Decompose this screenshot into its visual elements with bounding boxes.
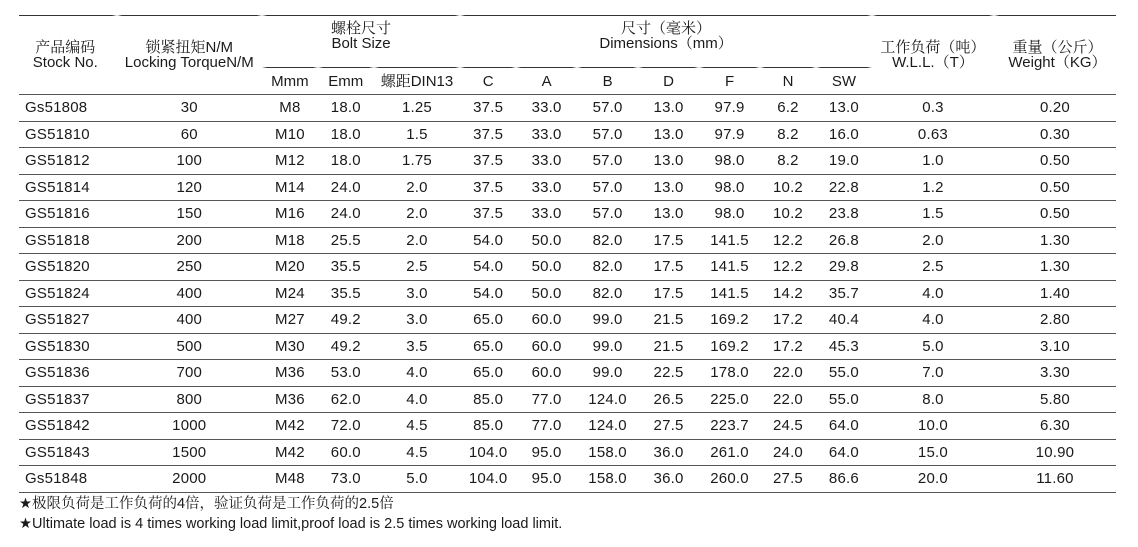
table-row xyxy=(19,253,1116,280)
weight-header xyxy=(994,15,1116,94)
bolt-e-cell: 18.0 xyxy=(318,94,374,121)
dim-d-cell: 13.0 xyxy=(638,174,699,201)
wll-cell: 1.5 xyxy=(872,200,994,227)
bolt-size-header xyxy=(262,15,460,67)
dim-a-cell: 33.0 xyxy=(516,147,577,174)
wll-cell: 4.0 xyxy=(872,280,994,307)
locking-torque-cell: 1500 xyxy=(117,439,262,466)
dim-sw-cell: 22.8 xyxy=(816,174,872,201)
locking-torque-cell: 400 xyxy=(117,280,262,307)
dim-f-cell: 141.5 xyxy=(699,227,760,254)
dim-n-cell: 12.2 xyxy=(760,253,816,280)
bolt-m-cell: M14 xyxy=(262,174,318,201)
table-row xyxy=(19,359,1116,386)
dim-f-cell: 260.0 xyxy=(699,465,760,493)
bolt-e-cell: 25.5 xyxy=(318,227,374,254)
dim-b-cell: 124.0 xyxy=(577,412,638,439)
dim-d-cell: 27.5 xyxy=(638,412,699,439)
dim-sw-cell: 55.0 xyxy=(816,386,872,413)
weight-cell: 6.30 xyxy=(994,412,1116,439)
bolt-m-cell: M16 xyxy=(262,200,318,227)
pitch-cell: 2.0 xyxy=(374,227,460,254)
bolt-e-cell: 62.0 xyxy=(318,386,374,413)
dim-a-cell: 95.0 xyxy=(516,439,577,466)
locking-torque-cell: 250 xyxy=(117,253,262,280)
dim-n-cell: 24.5 xyxy=(760,412,816,439)
bolt-m-cell: M48 xyxy=(262,465,318,493)
bolt-e-cell: 53.0 xyxy=(318,359,374,386)
dim-a-cell: 60.0 xyxy=(516,359,577,386)
dim-d-cell: 17.5 xyxy=(638,227,699,254)
dim-a-cell: 33.0 xyxy=(516,94,577,121)
pitch-cell: 1.75 xyxy=(374,147,460,174)
dim-f-cell: 98.0 xyxy=(699,147,760,174)
pitch-cell: 2.5 xyxy=(374,253,460,280)
weight-cell: 0.20 xyxy=(994,94,1116,121)
sub-header-sw: SW xyxy=(816,67,872,94)
footnote-cn: ★极限负荷是工作负荷的4倍，验证负荷是工作负荷的2.5倍 xyxy=(19,496,394,512)
locking-torque-cell: 150 xyxy=(117,200,262,227)
bolt-m-cell: M20 xyxy=(262,253,318,280)
bolt-m-cell: M10 xyxy=(262,121,318,148)
dim-b-cell: 99.0 xyxy=(577,359,638,386)
pitch-cell: 4.5 xyxy=(374,439,460,466)
pitch-cell: 2.0 xyxy=(374,200,460,227)
dim-sw-cell: 26.8 xyxy=(816,227,872,254)
dim-c-cell: 104.0 xyxy=(460,465,516,493)
dim-d-cell: 13.0 xyxy=(638,94,699,121)
bolt-m-cell: M18 xyxy=(262,227,318,254)
bolt-size-header-cn: 螺栓尺寸 xyxy=(331,20,392,37)
dim-c-cell: 54.0 xyxy=(460,280,516,307)
wll-cell: 5.0 xyxy=(872,333,994,360)
dim-c-cell: 65.0 xyxy=(460,333,516,360)
bolt-e-cell: 24.0 xyxy=(318,174,374,201)
spec-table xyxy=(19,15,1116,493)
footnote-en: ★Ultimate load is 4 times working load limit,proof load is 2.5 times working load limit. xyxy=(19,516,563,532)
dim-f-cell: 223.7 xyxy=(699,412,760,439)
dim-a-cell: 60.0 xyxy=(516,333,577,360)
locking-torque-cell: 100 xyxy=(117,147,262,174)
bolt-m-cell: M36 xyxy=(262,386,318,413)
table-row xyxy=(19,465,1116,493)
stock-no-cell: GS51842 xyxy=(19,412,117,439)
table-row xyxy=(19,200,1116,227)
dim-n-cell: 6.2 xyxy=(760,94,816,121)
stock-no-header-cn: 产品编码 xyxy=(35,39,96,56)
sub-header-c: C xyxy=(460,67,516,94)
locking-torque-cell: 800 xyxy=(117,386,262,413)
dim-b-cell: 158.0 xyxy=(577,439,638,466)
dim-sw-cell: 13.0 xyxy=(816,94,872,121)
dim-d-cell: 22.5 xyxy=(638,359,699,386)
footnotes xyxy=(19,494,562,534)
dim-f-cell: 169.2 xyxy=(699,306,760,333)
dim-sw-cell: 55.0 xyxy=(816,359,872,386)
pitch-cell: 1.5 xyxy=(374,121,460,148)
table-header xyxy=(19,15,1116,94)
dim-c-cell: 37.5 xyxy=(460,200,516,227)
stock-no-cell: GS51818 xyxy=(19,227,117,254)
sub-header-pitch: 螺距DIN13 xyxy=(374,67,460,94)
dim-b-cell: 57.0 xyxy=(577,200,638,227)
dim-b-cell: 82.0 xyxy=(577,253,638,280)
dim-d-cell: 36.0 xyxy=(638,439,699,466)
dim-f-cell: 98.0 xyxy=(699,174,760,201)
bolt-e-cell: 24.0 xyxy=(318,200,374,227)
bolt-m-cell: M42 xyxy=(262,439,318,466)
weight-cell: 3.30 xyxy=(994,359,1116,386)
dimensions-header-cn: 尺寸（毫米） xyxy=(621,20,712,37)
weight-cell: 5.80 xyxy=(994,386,1116,413)
stock-no-cell: GS51816 xyxy=(19,200,117,227)
weight-cell: 1.40 xyxy=(994,280,1116,307)
dim-c-cell: 37.5 xyxy=(460,174,516,201)
dim-b-cell: 57.0 xyxy=(577,174,638,201)
sub-header-d: D xyxy=(638,67,699,94)
weight-cell: 0.50 xyxy=(994,174,1116,201)
locking-torque-cell: 120 xyxy=(117,174,262,201)
bolt-size-header-en: Bolt Size xyxy=(331,35,391,52)
sub-header-n: N xyxy=(760,67,816,94)
dim-f-cell: 97.9 xyxy=(699,94,760,121)
weight-cell: 0.50 xyxy=(994,200,1116,227)
dimensions-header-en: Dimensions（mm） xyxy=(599,35,733,52)
dim-sw-cell: 45.3 xyxy=(816,333,872,360)
table-body xyxy=(19,94,1116,493)
locking-torque-cell: 700 xyxy=(117,359,262,386)
weight-cell: 3.10 xyxy=(994,333,1116,360)
dim-f-cell: 97.9 xyxy=(699,121,760,148)
torque-header-cn: 锁紧扭矩N/M xyxy=(145,39,233,56)
pitch-cell: 4.0 xyxy=(374,359,460,386)
sub-header-emm: Emm xyxy=(318,67,374,94)
stock-no-cell: GS51843 xyxy=(19,439,117,466)
table-row xyxy=(19,121,1116,148)
dim-d-cell: 21.5 xyxy=(638,333,699,360)
dim-a-cell: 77.0 xyxy=(516,412,577,439)
dim-sw-cell: 64.0 xyxy=(816,412,872,439)
table-row xyxy=(19,333,1116,360)
dim-f-cell: 225.0 xyxy=(699,386,760,413)
stock-no-cell: GS51810 xyxy=(19,121,117,148)
stock-no-header xyxy=(19,15,117,94)
dim-a-cell: 50.0 xyxy=(516,227,577,254)
dim-n-cell: 22.0 xyxy=(760,386,816,413)
weight-cell: 0.50 xyxy=(994,147,1116,174)
dim-b-cell: 99.0 xyxy=(577,306,638,333)
dim-d-cell: 13.0 xyxy=(638,147,699,174)
pitch-cell: 4.0 xyxy=(374,386,460,413)
dim-a-cell: 33.0 xyxy=(516,121,577,148)
bolt-e-cell: 18.0 xyxy=(318,147,374,174)
table-row xyxy=(19,280,1116,307)
weight-cell: 0.30 xyxy=(994,121,1116,148)
wll-cell: 2.5 xyxy=(872,253,994,280)
bolt-m-cell: M36 xyxy=(262,359,318,386)
weight-cell: 2.80 xyxy=(994,306,1116,333)
dim-d-cell: 17.5 xyxy=(638,280,699,307)
wll-cell: 7.0 xyxy=(872,359,994,386)
dim-n-cell: 10.2 xyxy=(760,200,816,227)
dim-sw-cell: 86.6 xyxy=(816,465,872,493)
dim-b-cell: 124.0 xyxy=(577,386,638,413)
stock-no-cell: Gs51848 xyxy=(19,465,117,493)
dim-sw-cell: 23.8 xyxy=(816,200,872,227)
stock-no-cell: GS51837 xyxy=(19,386,117,413)
dim-f-cell: 178.0 xyxy=(699,359,760,386)
sub-header-a: A xyxy=(516,67,577,94)
sub-header-f: F xyxy=(699,67,760,94)
dim-sw-cell: 64.0 xyxy=(816,439,872,466)
locking-torque-cell: 200 xyxy=(117,227,262,254)
wll-cell: 0.63 xyxy=(872,121,994,148)
pitch-cell: 4.5 xyxy=(374,412,460,439)
pitch-cell: 5.0 xyxy=(374,465,460,493)
stock-no-cell: GS51827 xyxy=(19,306,117,333)
bolt-e-cell: 18.0 xyxy=(318,121,374,148)
table-row xyxy=(19,439,1116,466)
torque-header xyxy=(117,15,262,94)
wll-header-cn: 工作负荷（吨） xyxy=(880,39,986,56)
dim-n-cell: 10.2 xyxy=(760,174,816,201)
stock-no-cell: Gs51808 xyxy=(19,94,117,121)
dim-sw-cell: 16.0 xyxy=(816,121,872,148)
locking-torque-cell: 30 xyxy=(117,94,262,121)
locking-torque-cell: 60 xyxy=(117,121,262,148)
stock-no-cell: GS51836 xyxy=(19,359,117,386)
bolt-m-cell: M27 xyxy=(262,306,318,333)
dim-b-cell: 158.0 xyxy=(577,465,638,493)
weight-cell: 1.30 xyxy=(994,253,1116,280)
wll-cell: 0.3 xyxy=(872,94,994,121)
dim-b-cell: 57.0 xyxy=(577,94,638,121)
dim-b-cell: 82.0 xyxy=(577,280,638,307)
dim-c-cell: 85.0 xyxy=(460,412,516,439)
wll-cell: 15.0 xyxy=(872,439,994,466)
dim-n-cell: 8.2 xyxy=(760,147,816,174)
dim-d-cell: 36.0 xyxy=(638,465,699,493)
dim-d-cell: 21.5 xyxy=(638,306,699,333)
bolt-m-cell: M12 xyxy=(262,147,318,174)
wll-cell: 10.0 xyxy=(872,412,994,439)
torque-header-en: Locking TorqueN/M xyxy=(124,54,254,71)
stock-no-cell: GS51820 xyxy=(19,253,117,280)
dim-n-cell: 17.2 xyxy=(760,333,816,360)
dim-b-cell: 82.0 xyxy=(577,227,638,254)
dim-n-cell: 17.2 xyxy=(760,306,816,333)
weight-cell: 10.90 xyxy=(994,439,1116,466)
dim-sw-cell: 40.4 xyxy=(816,306,872,333)
stock-no-header-en: Stock No. xyxy=(32,54,98,71)
stock-no-cell: GS51812 xyxy=(19,147,117,174)
locking-torque-cell: 400 xyxy=(117,306,262,333)
dim-b-cell: 57.0 xyxy=(577,121,638,148)
wll-cell: 8.0 xyxy=(872,386,994,413)
table-row xyxy=(19,412,1116,439)
bolt-m-cell: M8 xyxy=(262,94,318,121)
table-row xyxy=(19,306,1116,333)
weight-header-en: Weight（KG） xyxy=(1008,54,1107,71)
dim-a-cell: 50.0 xyxy=(516,280,577,307)
bolt-e-cell: 35.5 xyxy=(318,253,374,280)
dim-a-cell: 33.0 xyxy=(516,200,577,227)
dim-d-cell: 26.5 xyxy=(638,386,699,413)
dim-d-cell: 17.5 xyxy=(638,253,699,280)
dim-f-cell: 141.5 xyxy=(699,253,760,280)
locking-torque-cell: 1000 xyxy=(117,412,262,439)
dim-a-cell: 50.0 xyxy=(516,253,577,280)
dim-sw-cell: 19.0 xyxy=(816,147,872,174)
table-row xyxy=(19,174,1116,201)
stock-no-cell: GS51814 xyxy=(19,174,117,201)
dim-c-cell: 54.0 xyxy=(460,253,516,280)
dim-n-cell: 14.2 xyxy=(760,280,816,307)
sub-header-mmm: Mmm xyxy=(262,67,318,94)
weight-cell: 11.60 xyxy=(994,465,1116,493)
dim-a-cell: 33.0 xyxy=(516,174,577,201)
table-row xyxy=(19,227,1116,254)
bolt-e-cell: 35.5 xyxy=(318,280,374,307)
pitch-cell: 3.5 xyxy=(374,333,460,360)
pitch-cell: 1.25 xyxy=(374,94,460,121)
sub-header-b: B xyxy=(577,67,638,94)
table-row xyxy=(19,94,1116,121)
wll-cell: 20.0 xyxy=(872,465,994,493)
wll-cell: 4.0 xyxy=(872,306,994,333)
bolt-m-cell: M42 xyxy=(262,412,318,439)
table-row xyxy=(19,386,1116,413)
dim-a-cell: 60.0 xyxy=(516,306,577,333)
wll-header-en: W.L.L.（T） xyxy=(892,54,974,71)
wll-cell: 2.0 xyxy=(872,227,994,254)
wll-cell: 1.0 xyxy=(872,147,994,174)
dim-c-cell: 37.5 xyxy=(460,147,516,174)
dim-c-cell: 37.5 xyxy=(460,121,516,148)
dim-n-cell: 24.0 xyxy=(760,439,816,466)
dim-f-cell: 98.0 xyxy=(699,200,760,227)
bolt-e-cell: 49.2 xyxy=(318,306,374,333)
dimensions-header xyxy=(460,15,872,67)
bolt-e-cell: 73.0 xyxy=(318,465,374,493)
weight-header-cn: 重量（公斤） xyxy=(1012,39,1103,56)
dim-f-cell: 261.0 xyxy=(699,439,760,466)
dim-c-cell: 54.0 xyxy=(460,227,516,254)
bolt-m-cell: M30 xyxy=(262,333,318,360)
dim-n-cell: 22.0 xyxy=(760,359,816,386)
locking-torque-cell: 500 xyxy=(117,333,262,360)
table-row xyxy=(19,147,1116,174)
dim-d-cell: 13.0 xyxy=(638,200,699,227)
dim-c-cell: 65.0 xyxy=(460,359,516,386)
bolt-e-cell: 72.0 xyxy=(318,412,374,439)
bolt-m-cell: M24 xyxy=(262,280,318,307)
dim-sw-cell: 29.8 xyxy=(816,253,872,280)
dim-sw-cell: 35.7 xyxy=(816,280,872,307)
dim-n-cell: 27.5 xyxy=(760,465,816,493)
dim-a-cell: 95.0 xyxy=(516,465,577,493)
dim-n-cell: 8.2 xyxy=(760,121,816,148)
weight-cell: 1.30 xyxy=(994,227,1116,254)
dim-c-cell: 65.0 xyxy=(460,306,516,333)
stock-no-cell: GS51830 xyxy=(19,333,117,360)
dim-f-cell: 141.5 xyxy=(699,280,760,307)
wll-header xyxy=(872,15,994,94)
dim-d-cell: 13.0 xyxy=(638,121,699,148)
dim-b-cell: 99.0 xyxy=(577,333,638,360)
pitch-cell: 3.0 xyxy=(374,306,460,333)
dim-c-cell: 85.0 xyxy=(460,386,516,413)
stock-no-cell: GS51824 xyxy=(19,280,117,307)
dim-c-cell: 104.0 xyxy=(460,439,516,466)
wll-cell: 1.2 xyxy=(872,174,994,201)
dim-b-cell: 57.0 xyxy=(577,147,638,174)
locking-torque-cell: 2000 xyxy=(117,465,262,493)
pitch-cell: 3.0 xyxy=(374,280,460,307)
bolt-e-cell: 49.2 xyxy=(318,333,374,360)
bolt-e-cell: 60.0 xyxy=(318,439,374,466)
dim-a-cell: 77.0 xyxy=(516,386,577,413)
pitch-cell: 2.0 xyxy=(374,174,460,201)
dim-c-cell: 37.5 xyxy=(460,94,516,121)
dim-n-cell: 12.2 xyxy=(760,227,816,254)
dim-f-cell: 169.2 xyxy=(699,333,760,360)
